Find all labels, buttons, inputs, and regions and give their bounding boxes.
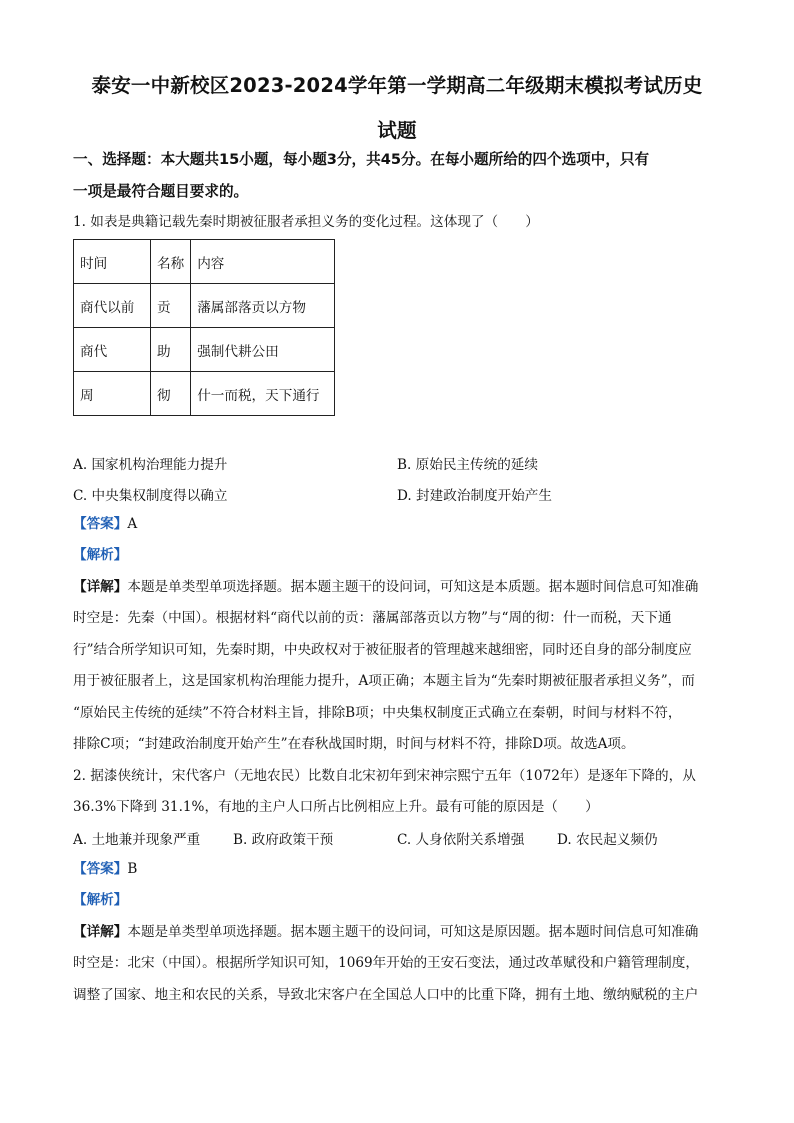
- q2-detail-line-3: 调整了国家、地主和农民的关系，导致北宋客户在全国总人口中的比重下降，拥有土地、缴纳赋税的主户: [73, 987, 699, 1003]
- analysis-tag: 【解析】: [73, 547, 128, 563]
- table-cell: 强制代耕公田: [191, 328, 335, 372]
- q1-answer: [73, 514, 733, 534]
- q2-option-b: B. 政府政策干预: [233, 832, 334, 848]
- table-row: [74, 284, 335, 328]
- q1-detail-line-1: [73, 577, 733, 597]
- q2-stem-line-1: 2. 据漆侠统计，宋代客户（无地农民）比数自北宋初年到宋神宗熙宁五年（1072年）是逐年下降的，从: [73, 768, 696, 784]
- q2-detail-line-1: [73, 922, 733, 942]
- answer-tag: 【答案】: [73, 516, 128, 532]
- table-cell: 周: [74, 372, 151, 416]
- table-cell: 彻: [151, 372, 191, 416]
- q2-detail-line-2: 时空是：北宋（中国）。根据所学知识可知，1069年开始的王安石变法，通过改革赋役和户籍管理制度，: [73, 955, 699, 971]
- table-row: [74, 328, 335, 372]
- table-cell: 贡: [151, 284, 191, 328]
- q2-answer: [73, 859, 733, 879]
- q1-detail-line-3: 行”结合所学知识可知，先秦时期，中央政权对于被征服者的管理越来越细密，同时还自身的部分制度应: [73, 642, 692, 658]
- q1-analysis-heading: [73, 545, 733, 565]
- q1-option-b: B. 原始民主传统的延续: [397, 457, 538, 473]
- q2-option-a: A. 土地兼并现象严重: [73, 832, 201, 848]
- q1-option-a: A. 国家机构治理能力提升: [73, 457, 228, 473]
- table-cell: 什一而税，天下通行: [191, 372, 335, 416]
- q1-detail-line-4: 用于被征服者上，这是国家机构治理能力提升，A项正确；本题主旨为“先秦时期被征服者承担义务”，而: [73, 673, 695, 689]
- detail-text: 本题是单类型单项选择题。据本题主题干的设问词，可知这是原因题。据本题时间信息可知准确: [127, 924, 699, 940]
- answer-tag: 【答案】: [73, 861, 128, 877]
- q2-option-c: C. 人身依附关系增强: [397, 832, 525, 848]
- table-header-cell: 时间: [74, 240, 151, 284]
- detail-tag: 【详解】: [73, 579, 128, 595]
- table-header-cell: 名称: [151, 240, 191, 284]
- q2-option-d: D. 农民起义频仍: [557, 832, 658, 848]
- exam-title-line-1: 泰安一中新校区2023-2024学年第一学期高二年级期末模拟考试历史: [91, 74, 703, 97]
- table-header-cell: 内容: [191, 240, 335, 284]
- q1-detail-line-5: “原始民主传统的延续”不符合材料主旨，排除B项；中央集权制度正式确立在秦朝，时间与材料不符，: [73, 705, 682, 721]
- q2-analysis-heading: [73, 890, 733, 910]
- table-cell: 商代: [74, 328, 151, 372]
- detail-tag: 【详解】: [73, 924, 128, 940]
- section-instruction-line-1: 一、选择题：本大题共15小题，每小题3分，共45分。在每小题所给的四个选项中，只有: [73, 151, 650, 168]
- table-header-row: [74, 240, 335, 284]
- analysis-tag: 【解析】: [73, 892, 128, 908]
- answer-value: B: [127, 861, 138, 877]
- table-row: [74, 372, 335, 416]
- answer-value: A: [127, 516, 138, 532]
- table-cell: 助: [151, 328, 191, 372]
- q1-detail-line-2: 时空是：先秦（中国）。根据材料“商代以前的贡：藩属部落贡以方物”与“周的彻：什一而税，天下通: [73, 610, 672, 626]
- q1-detail-line-6: 排除C项；“封建政治制度开始产生”在春秋战国时期，时间与材料不符，排除D项。故选A项。: [73, 736, 635, 752]
- detail-text: 本题是单类型单项选择题。据本题主题干的设问词，可知这是本质题。据本题时间信息可知准确: [127, 579, 699, 595]
- q2-stem-line-2: 36.3%下降到 31.1%，有地的主户人口所占比例相应上升。最有可能的原因是（ ）: [73, 799, 599, 815]
- q1-table: [73, 239, 335, 416]
- q1-stem: 1. 如表是典籍记载先秦时期被征服者承担义务的变化过程。这体现了（ ）: [73, 214, 539, 230]
- section-instruction-line-2: 一项是最符合题目要求的。: [73, 183, 249, 200]
- q1-option-d: D. 封建政治制度开始产生: [397, 488, 552, 504]
- table-cell: 商代以前: [74, 284, 151, 328]
- exam-title-line-2: 试题: [377, 119, 417, 142]
- q1-option-c: C. 中央集权制度得以确立: [73, 488, 228, 504]
- table-cell: 藩属部落贡以方物: [191, 284, 335, 328]
